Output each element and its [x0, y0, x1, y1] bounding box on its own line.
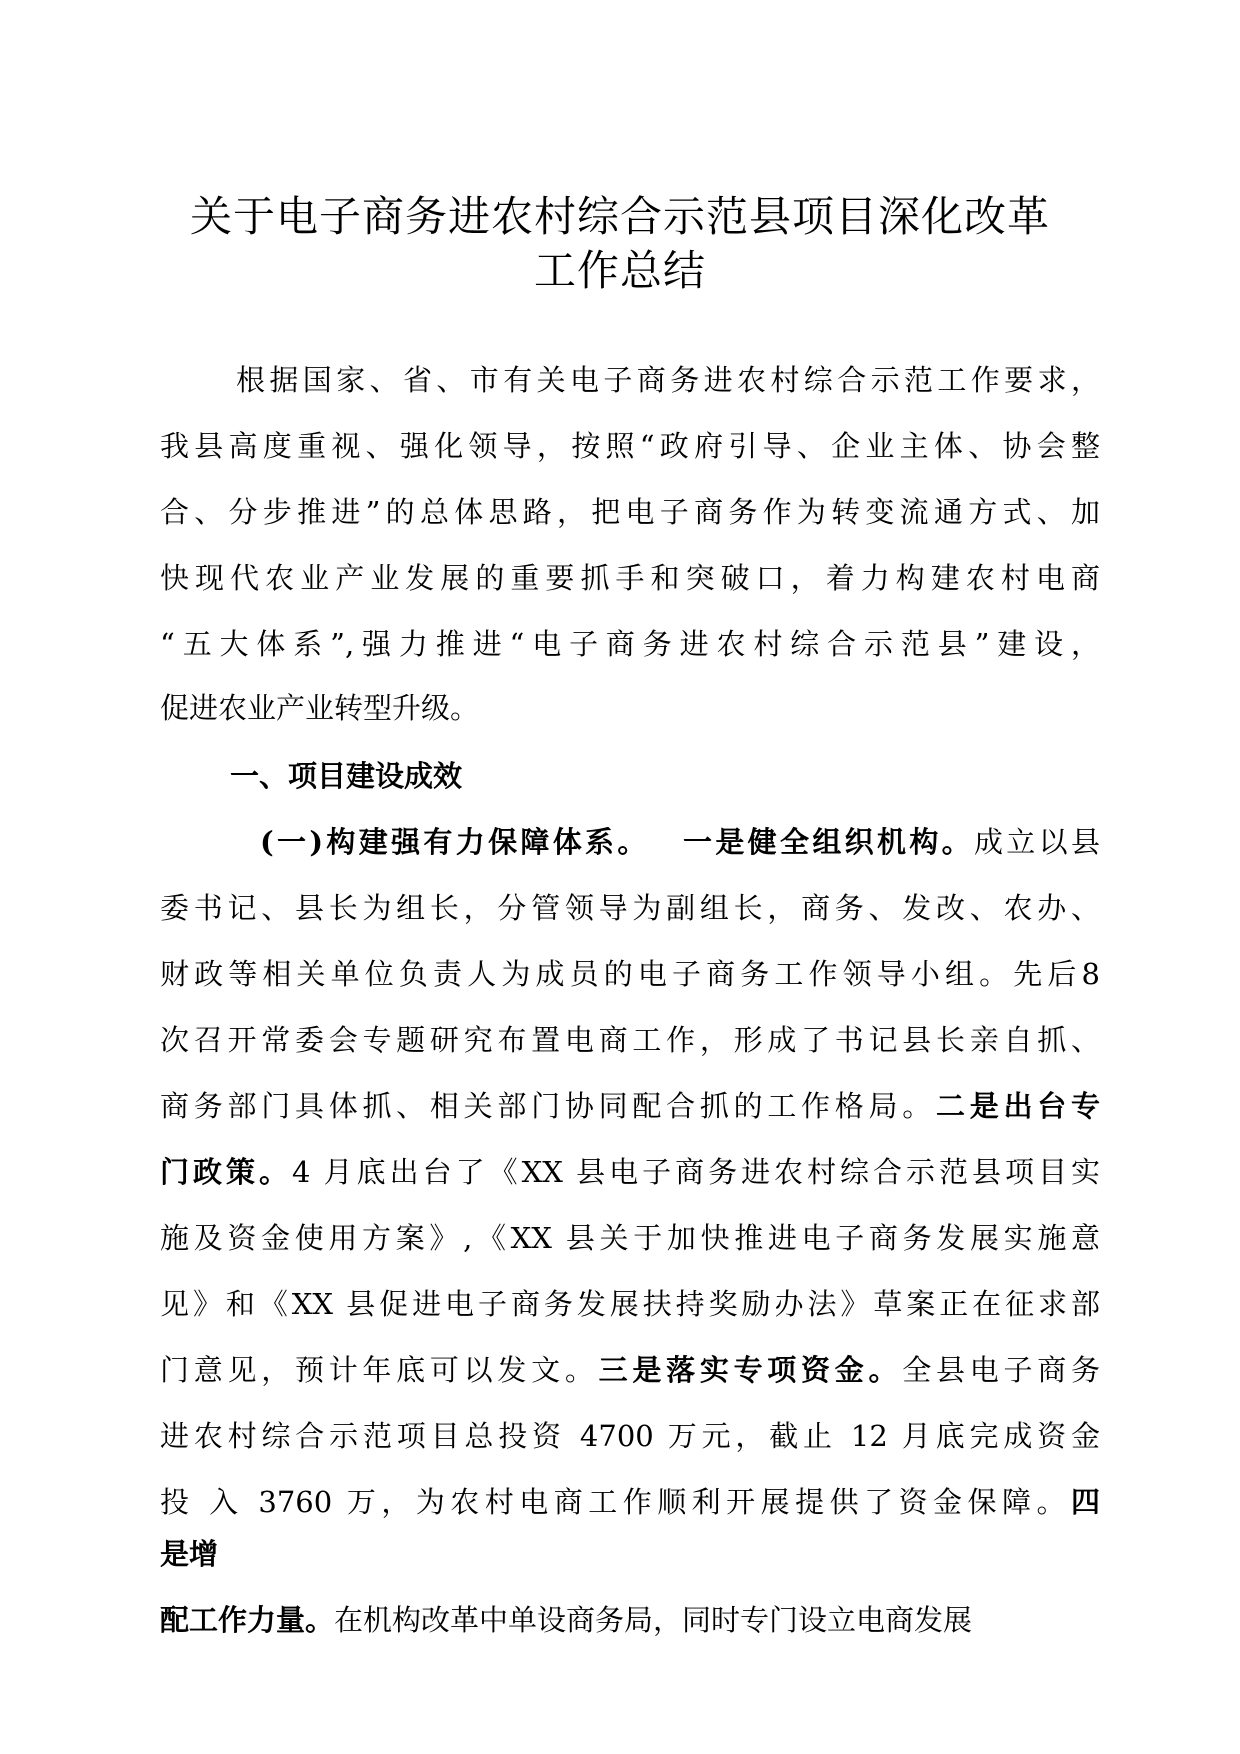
bold-phrase-2b: 门政策。: [160, 1155, 292, 1189]
paragraph-line-12: 是增: [160, 1537, 219, 1571]
bold-phrase-1: 一是健全组织机构。: [679, 825, 974, 859]
intro-line-2: 我县高度重视、强化领导，按照“政府引导、企业主体、协会整: [160, 429, 1100, 463]
bold-phrase-3: 三是落实专项资金。: [598, 1353, 903, 1387]
paragraph-line-5: [160, 1078, 1100, 1134]
line-5-text: 商务部门具体抓、相关部门协同配合抓的工作格局。: [160, 1089, 937, 1123]
line-6-text: 4 月底出台了《XX 县电子商务进农村综合示范县项目实: [291, 1155, 1100, 1189]
title-line-1: 关于电子商务进农村综合示范县项目深化改革: [189, 192, 1050, 241]
paragraph-line-3: 财政等相关单位负责人为成员的电子商务工作领导小组。先后8: [160, 957, 1100, 991]
bold-phrase-4a: 四: [1070, 1485, 1100, 1519]
title-line-2: 工作总结: [533, 246, 706, 295]
bold-phrase-4c: 配工作力量。: [160, 1603, 335, 1637]
paragraph-line-1: [160, 814, 1100, 870]
paragraph-line-4: 次召开常委会专题研究布置电商工作，形成了书记县长亲自抓、: [160, 1023, 1100, 1057]
intro-line-4: 快现代农业产业发展的重要抓手和突破口，着力构建农村电商: [160, 561, 1100, 595]
paragraph-line-8: 见》和《XX 县促进电子商务发展扶持奖励办法》草案正在征求部: [160, 1287, 1100, 1321]
line-1-rest: 成立以县: [973, 825, 1100, 859]
intro-line-5: “五大体系”,强力推进“电子商务进农村综合示范县”建设，: [160, 627, 1100, 661]
line-9-rest: 全县电子商务: [902, 1353, 1100, 1387]
intro-line-3: 合、分步推进”的总体思路，把电子商务作为转变流通方式、加: [160, 495, 1100, 529]
paragraph-line-13: [160, 1592, 1100, 1648]
line-9-text: 门意见，预计年底可以发文。: [160, 1353, 599, 1387]
section-heading: 一、项目建设成效: [230, 759, 463, 793]
subsection-heading: (一)构建强有力保障体系。: [260, 825, 650, 859]
paragraph-line-9: [160, 1342, 1100, 1398]
paragraph-line-6: [160, 1144, 1100, 1200]
document-title: [100, 190, 1140, 298]
intro-line-1: 根据国家、省、市有关电子商务进农村综合示范工作要求，: [236, 363, 1100, 397]
paragraph-line-7: 施及资金使用方案》,《XX 县关于加快推进电子商务发展实施意: [160, 1221, 1100, 1255]
paragraph-line-10: 进农村综合示范项目总投资 4700 万元，截止 12 月底完成资金: [160, 1419, 1100, 1453]
line-11-text: 投 入 3760 万，为农村电商工作顺利开展提供了资金保障。: [160, 1485, 1071, 1519]
bold-phrase-2a: 二是出台专: [936, 1089, 1100, 1123]
intro-line-6: 促进农业产业转型升级。: [160, 691, 480, 725]
paragraph-line-2: 委书记、县长为组长，分管领导为副组长，商务、发改、农办、: [160, 891, 1100, 925]
paragraph-line-11: [160, 1474, 1100, 1530]
line-13-text: 在机构改革中单设商务局，同时专门设立电商发展: [334, 1603, 973, 1637]
